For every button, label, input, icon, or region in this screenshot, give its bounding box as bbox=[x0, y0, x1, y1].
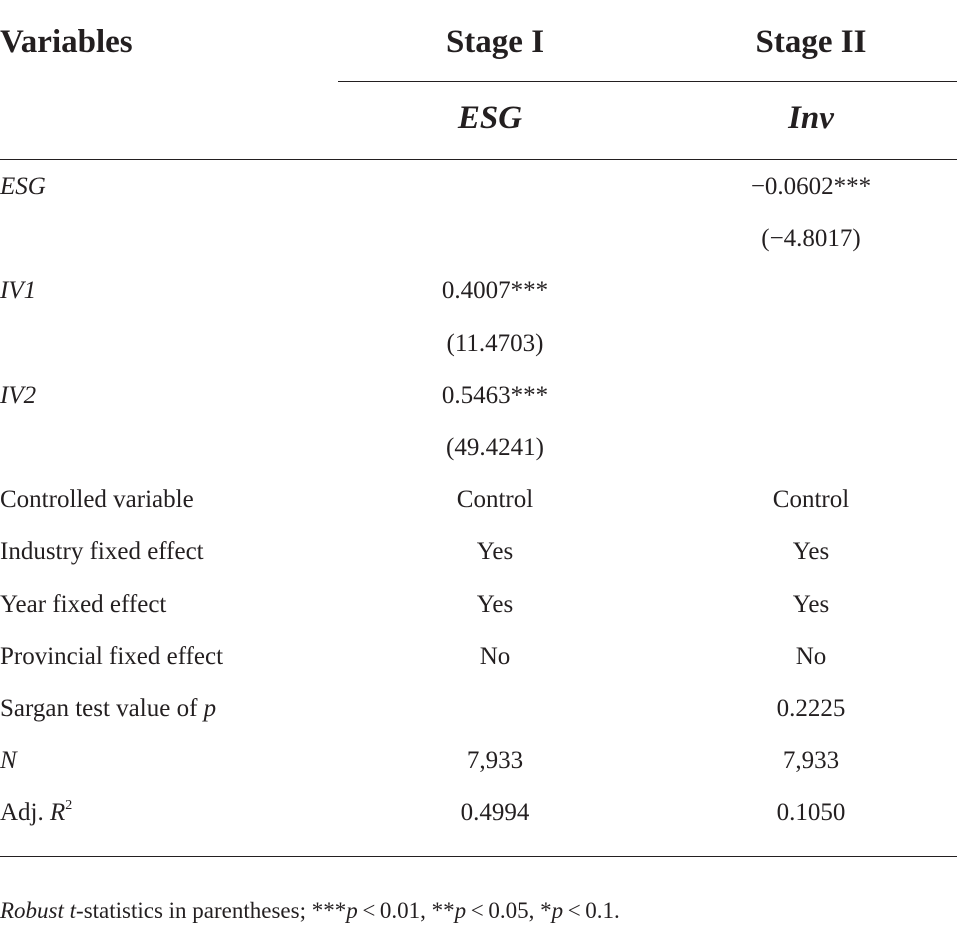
row-label-text: IV1 bbox=[0, 277, 37, 304]
footnote-p-1: p bbox=[346, 898, 358, 923]
stage-1-cell: Yes bbox=[476, 538, 514, 565]
row-label bbox=[0, 487, 194, 512]
stage-1-cell: (11.4703) bbox=[446, 330, 544, 357]
row-label-text: ESG bbox=[0, 173, 46, 200]
table-bottom-rule bbox=[0, 856, 957, 857]
stage-2-cell: 0.2225 bbox=[776, 695, 846, 722]
footnote-text-1: -statistics in parentheses; *** bbox=[76, 898, 347, 923]
dependent-variable-inv: Inv bbox=[788, 100, 834, 136]
footnote-text-2: < 0.01, ** bbox=[357, 898, 455, 923]
row-label-superscript: 2 bbox=[65, 798, 73, 813]
stage-1-cell: Yes bbox=[476, 591, 514, 618]
stage-2-cell: Yes bbox=[792, 538, 830, 565]
stage-1-cell: No bbox=[479, 643, 511, 670]
row-label-symbol: p bbox=[203, 695, 217, 722]
footnote-text-3: < 0.05, * bbox=[466, 898, 552, 923]
column-header-stage-1: Stage I bbox=[445, 24, 545, 60]
row-label-text: Sargan test value of bbox=[0, 695, 204, 722]
footnote-text-4: < 0.1. bbox=[563, 898, 620, 923]
stage-2-cell: −0.0602*** bbox=[750, 173, 872, 200]
footnote-p-3: p bbox=[551, 898, 564, 923]
row-label-text: Provincial fixed effect bbox=[0, 643, 224, 670]
stage-1-cell: 0.5463*** bbox=[441, 382, 549, 409]
footnote-robust: Robust bbox=[0, 898, 64, 923]
stage-1-cell: Control bbox=[456, 486, 534, 513]
row-label bbox=[0, 278, 36, 303]
stage-2-cell: Yes bbox=[792, 591, 830, 618]
stage-header-rule bbox=[338, 81, 957, 82]
stage-1-cell: 7,933 bbox=[466, 747, 524, 774]
row-label bbox=[0, 174, 46, 199]
column-header-stage-2: Stage II bbox=[755, 24, 867, 60]
stage-2-cell: Control bbox=[772, 486, 850, 513]
column-header-variables: Variables bbox=[0, 24, 133, 60]
stage-2-cell: 7,933 bbox=[782, 747, 840, 774]
stage-1-cell: 0.4007*** bbox=[441, 277, 549, 304]
stage-2-cell: 0.1050 bbox=[776, 799, 846, 826]
row-label-text: Industry fixed effect bbox=[0, 538, 204, 565]
row-label-text: Adj. bbox=[0, 799, 50, 826]
row-label-text: IV2 bbox=[0, 382, 37, 409]
row-label bbox=[0, 800, 72, 825]
stage-2-cell: No bbox=[795, 643, 827, 670]
row-label-text: Year fixed effect bbox=[0, 591, 167, 618]
row-label bbox=[0, 696, 216, 721]
footnote-t: t bbox=[69, 898, 77, 923]
row-label bbox=[0, 644, 223, 669]
row-label-symbol: R bbox=[50, 799, 66, 826]
header-bottom-rule bbox=[0, 159, 957, 160]
dependent-variable-esg: ESG bbox=[457, 100, 523, 136]
stage-2-cell: (−4.8017) bbox=[761, 225, 861, 252]
row-label bbox=[0, 592, 166, 617]
table-footnote bbox=[0, 899, 620, 922]
row-label bbox=[0, 383, 36, 408]
stage-1-cell: (49.4241) bbox=[446, 434, 544, 461]
stage-1-cell: 0.4994 bbox=[460, 799, 530, 826]
row-label-text: N bbox=[0, 747, 17, 774]
row-label bbox=[0, 748, 17, 773]
footnote-p-2: p bbox=[454, 898, 467, 923]
row-label bbox=[0, 539, 204, 564]
row-label-text: Controlled variable bbox=[0, 486, 194, 513]
